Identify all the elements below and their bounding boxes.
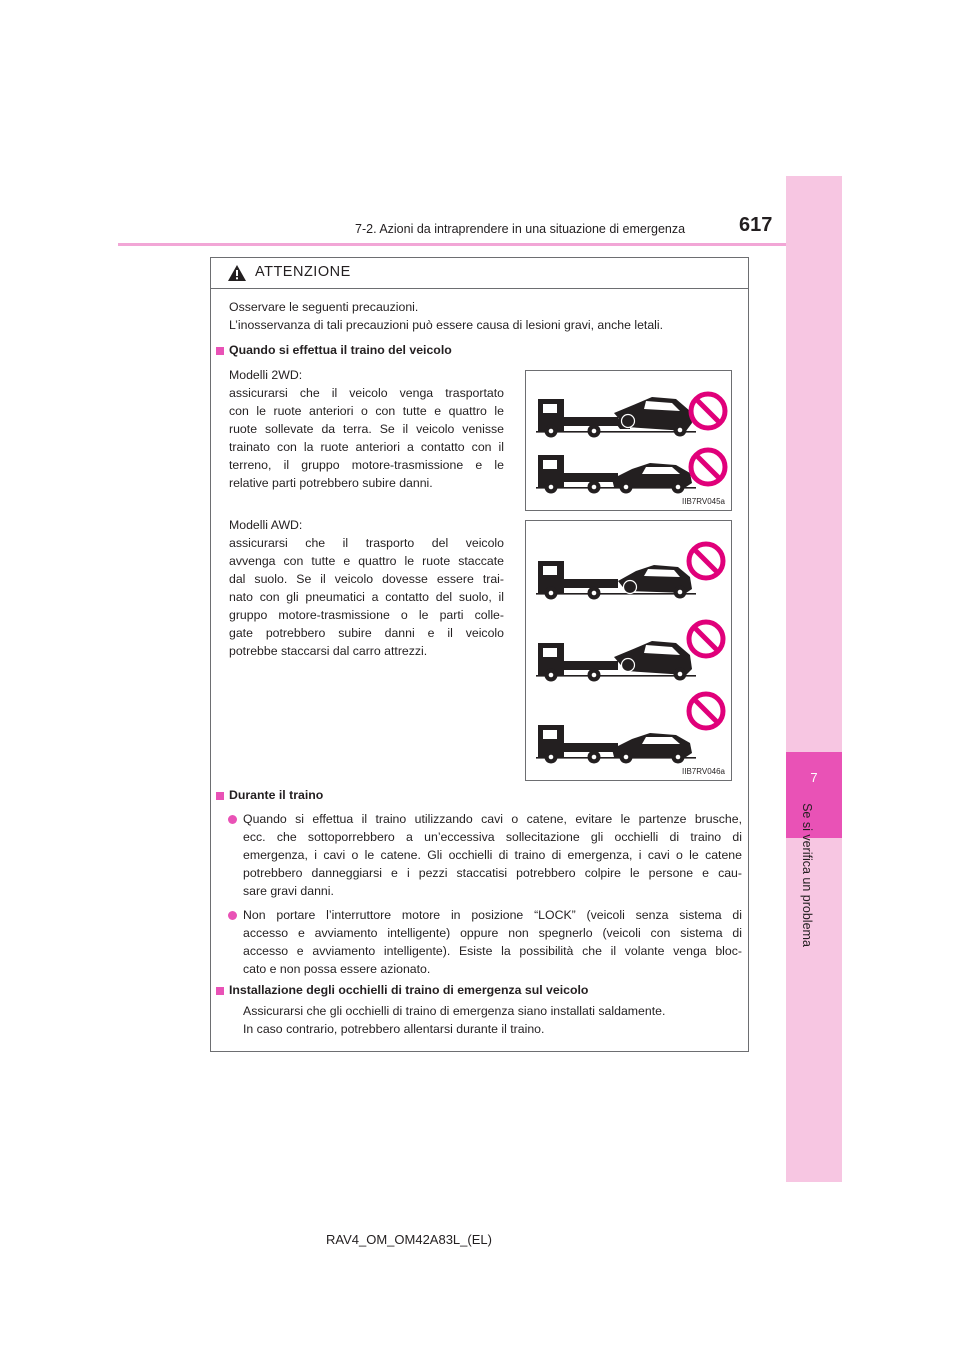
model-2wd-line: relative parti potrebbero subire danni.	[229, 476, 433, 490]
model-2wd-line: assicurarsi che il veicolo venga trasportato	[229, 386, 504, 400]
section3-line: In caso contrario, potrebbero allentarsi durante il traino.	[243, 1022, 545, 1036]
intro-line: Osservare le seguenti precauzioni.	[229, 300, 419, 314]
model-awd-label: Modelli AWD:	[229, 518, 303, 532]
manual-code: RAV4_OM_OM42A83L_(EL)	[326, 1232, 492, 1247]
model-2wd-label: Modelli 2WD:	[229, 368, 303, 382]
bullet1-line: potrebbero danneggiarsi e i pezzi staccatisi potrebbero colpire le persone e cau-	[243, 866, 742, 880]
section-bullet-square	[216, 347, 224, 355]
model-2wd-line: trainato con la ruote anteriori a contatto con il	[229, 440, 504, 454]
bullet1-line: emergenza, i cavi o le catene. Gli occhielli di traino di emergenza, i cavi o le catene	[243, 848, 742, 862]
model-awd-line: nato con gli pneumatici a contatto del suolo, il	[229, 590, 504, 604]
figure-awd-towing	[525, 520, 732, 781]
tow-truck-illustration	[536, 455, 696, 494]
intro-line: L’inosservanza di tali precauzioni può essere causa di lesioni gravi, anche letali.	[229, 318, 664, 332]
section-heading-towing: Quando si effettua il traino del veicolo	[229, 343, 452, 357]
tow-truck-illustration	[536, 725, 696, 764]
warning-title: ATTENZIONE	[255, 264, 351, 280]
chapter-number: 7	[810, 770, 818, 785]
bullet2-line: accesso e avviamento intelligente). Esiste la possibilità che il volante venga bloc-	[243, 944, 742, 958]
bullet2-line: Non portare l’interruttore motore in posizione “LOCK” (veicoli senza sistema di	[243, 908, 742, 922]
model-awd-line: potrebbe staccarsi dal carro attrezzi.	[229, 644, 428, 658]
figure-code: IIB7RV046a	[682, 767, 725, 776]
section-bullet-square	[216, 792, 224, 800]
chapter-side-tab	[786, 176, 842, 1182]
figure-2wd-towing	[525, 370, 732, 511]
bullet1-line: ecc. che sottoporrebbero a un’eccessiva sollecitazione gli occhielli di traino di	[243, 830, 742, 844]
warning-header	[211, 258, 748, 289]
bullet2-line: cato e non possa essere azionato.	[243, 962, 431, 976]
model-awd-line: gate potrebbero subire danni e il veicolo	[229, 626, 504, 640]
chapter-tab-active	[786, 752, 842, 838]
model-2wd-line: ruote sollevate da terra. Se il veicolo venisse	[229, 422, 504, 436]
figure-code: IIB7RV045a	[682, 497, 725, 506]
chapter-title: Se si verifica un problema	[800, 803, 814, 947]
model-awd-line: assicurarsi che il trasporto del veicolo	[229, 536, 504, 550]
section3-line: Assicurarsi che gli occhielli di traino di emergenza siano installati saldamente.	[243, 1004, 666, 1018]
section-heading-during-towing: Durante il traino	[229, 788, 324, 802]
bullet-dot	[228, 815, 237, 824]
tow-truck-illustration	[536, 641, 696, 682]
section-title: 7-2. Azioni da intraprendere in una situazione di emergenza	[355, 222, 686, 236]
section-bullet-square	[216, 987, 224, 995]
bullet1-line: sare gravi danni.	[243, 884, 334, 898]
bullet2-line: accesso e avviamento intelligente) oppure non spegnerlo (veicoli con sistema di	[243, 926, 742, 940]
section-heading-tow-eyelets: Installazione degli occhielli di traino di emergenza sul veicolo	[229, 983, 589, 997]
bullet-dot	[228, 911, 237, 920]
model-awd-line: gruppo motore-trasmissione o le parti colle-	[229, 608, 504, 622]
tow-truck-illustration	[536, 561, 696, 600]
page-number: 617	[739, 214, 773, 236]
header-rule	[118, 243, 786, 246]
model-2wd-line: terreno, il gruppo motore-trasmissione e le	[229, 458, 504, 472]
tow-truck-illustration	[536, 397, 696, 438]
model-awd-line: dal suolo. Se il veicolo dovesse essere trai-	[229, 572, 504, 586]
model-2wd-line: con le ruote anteriori o con tutte e quattro le	[229, 404, 504, 418]
bullet1-line: Quando si effettua il traino utilizzando cavi o catene, evitare le partenze brusche,	[243, 812, 742, 826]
warning-triangle-icon	[227, 264, 247, 282]
model-awd-line: avvenga con tutte e quattro le ruote staccate	[229, 554, 504, 568]
